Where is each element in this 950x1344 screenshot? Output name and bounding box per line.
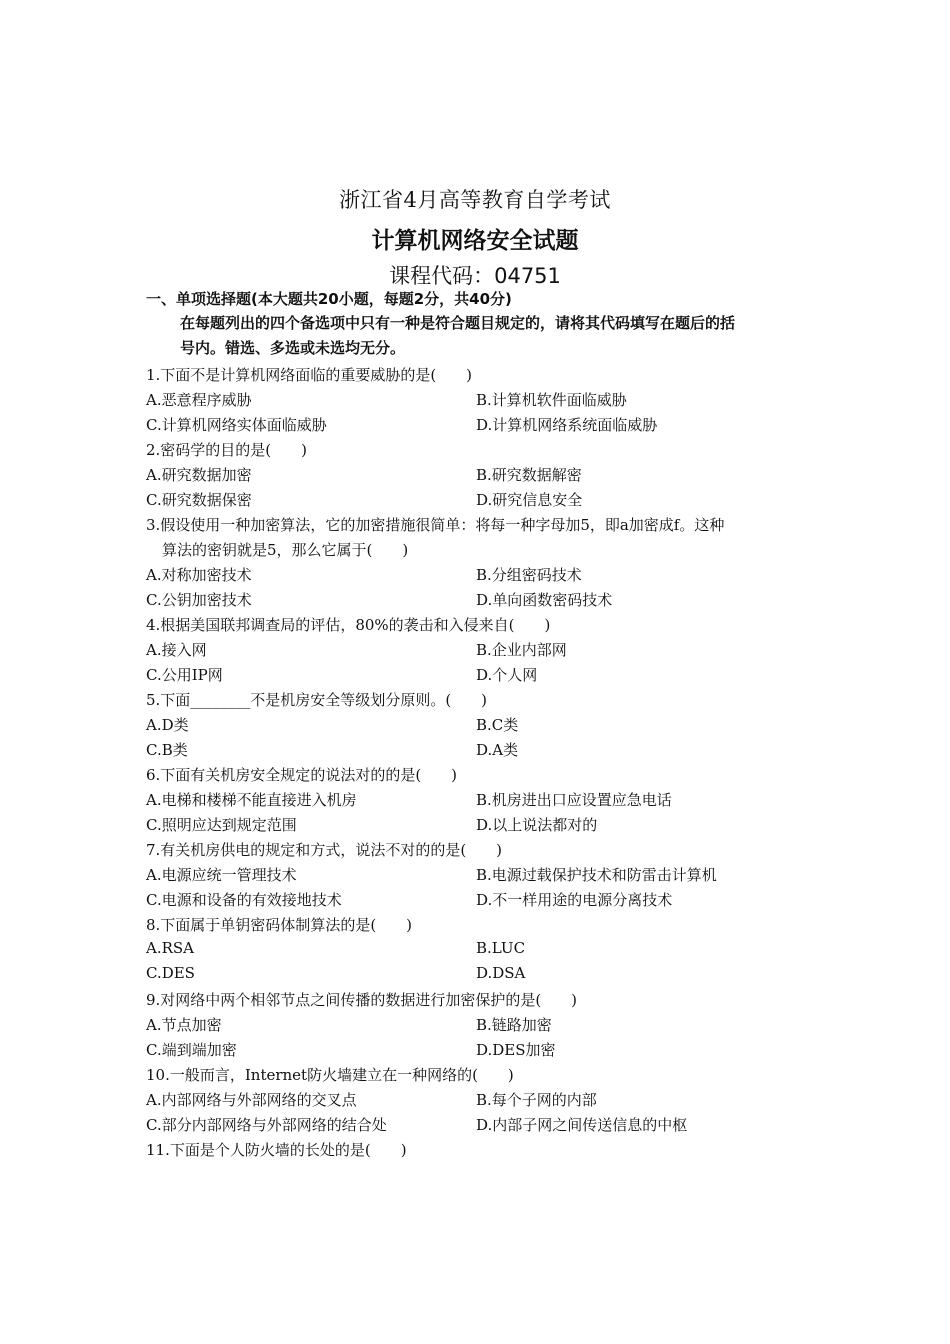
option-a: A.恶意程序威胁 [146,391,252,409]
option-c: C.部分内部网络与外部网络的结合处 [146,1116,387,1134]
question-stem-continuation: 算法的密钥就是5，那么它属于( ) [162,541,409,559]
section-heading: 一、单项选择题(本大题共20小题，每题2分，共40分) [146,290,512,308]
option-b: B.LUC [476,939,526,957]
question-stem: 9.对网络中两个相邻节点之间传播的数据进行加密保护的是( ) [146,991,578,1009]
option-b: B.链路加密 [476,1016,552,1034]
option-c: C.研究数据保密 [146,491,252,509]
option-d: D.研究信息安全 [476,491,583,509]
option-a: A.接入网 [146,641,207,659]
question-stem: 4.根据美国联邦调查局的评估，80%的袭击和入侵来自( ) [146,616,551,634]
subject-title: 计算机网络安全试题 [371,228,579,254]
option-c: C.公用IP网 [146,666,223,684]
option-a: A.D类 [146,716,189,734]
option-b: B.分组密码技术 [476,566,582,584]
option-a: A.节点加密 [146,1016,222,1034]
course-code: 课程代码：04751 [389,264,561,288]
option-d: D.A类 [476,741,519,759]
option-c: C.B类 [146,741,188,759]
question-stem: 6.下面有关机房安全规定的说法对的的是( ) [146,766,458,784]
option-b: B.每个子网的内部 [476,1091,597,1109]
option-c: C.电源和设备的有效接地技术 [146,891,342,909]
option-d: D.个人网 [476,666,538,684]
option-a: A.电源应统一管理技术 [146,866,297,884]
option-d: D.单向函数密码技术 [476,591,613,609]
option-a: A.对称加密技术 [146,566,252,584]
question-stem: 1.下面不是计算机网络面临的重要威胁的是( ) [146,366,473,384]
option-a: A.电梯和楼梯不能直接进入机房 [146,791,357,809]
question-stem: 8.下面属于单钥密码体制算法的是( ) [146,916,413,934]
option-c: C.公钥加密技术 [146,591,252,609]
option-c: C.照明应达到规定范围 [146,816,297,834]
option-a: A.内部网络与外部网络的交叉点 [146,1091,357,1109]
option-d: D.内部子网之间传送信息的中枢 [476,1116,688,1134]
option-d: D.以上说法都对的 [476,816,598,834]
option-b: B.机房进出口应设置应急电话 [476,791,672,809]
section-instruction-line1: 在每题列出的四个备选项中只有一种是符合题目规定的，请将其代码填写在题后的括 [180,314,736,332]
option-d: D.计算机网络系统面临威胁 [476,416,658,434]
option-d: D.不一样用途的电源分离技术 [476,891,673,909]
option-a: A.RSA [146,939,195,957]
option-a: A.研究数据加密 [146,466,252,484]
option-b: B.研究数据解密 [476,466,582,484]
question-stem: 5.下面________不是机房安全等级划分原则。( ) [146,691,488,709]
option-d: D.DES加密 [476,1041,556,1059]
option-b: B.计算机软件面临威胁 [476,391,627,409]
option-c: C.端到端加密 [146,1041,237,1059]
section-instruction-line2: 号内。错选、多选或未选均无分。 [180,339,406,357]
question-stem: 10.一般而言，Internet防火墙建立在一种网络的( ) [146,1066,514,1084]
question-stem: 7.有关机房供电的规定和方式，说法不对的的是( ) [146,841,503,859]
question-stem: 2.密码学的目的是( ) [146,441,308,459]
question-stem: 11.下面是个人防火墙的长处的是( ) [146,1141,407,1159]
option-b: B.电源过载保护技术和防雷击计算机 [476,866,717,884]
option-b: B.C类 [476,716,519,734]
question-stem: 3.假设使用一种加密算法，它的加密措施很简单：将每一种字母加5，即a加密成f。这种 [146,516,725,534]
exam-title: 浙江省4月高等教育自学考试 [339,188,611,212]
option-c: C.DES [146,964,195,982]
option-d: D.DSA [476,964,526,982]
option-b: B.企业内部网 [476,641,567,659]
option-c: C.计算机网络实体面临威胁 [146,416,327,434]
